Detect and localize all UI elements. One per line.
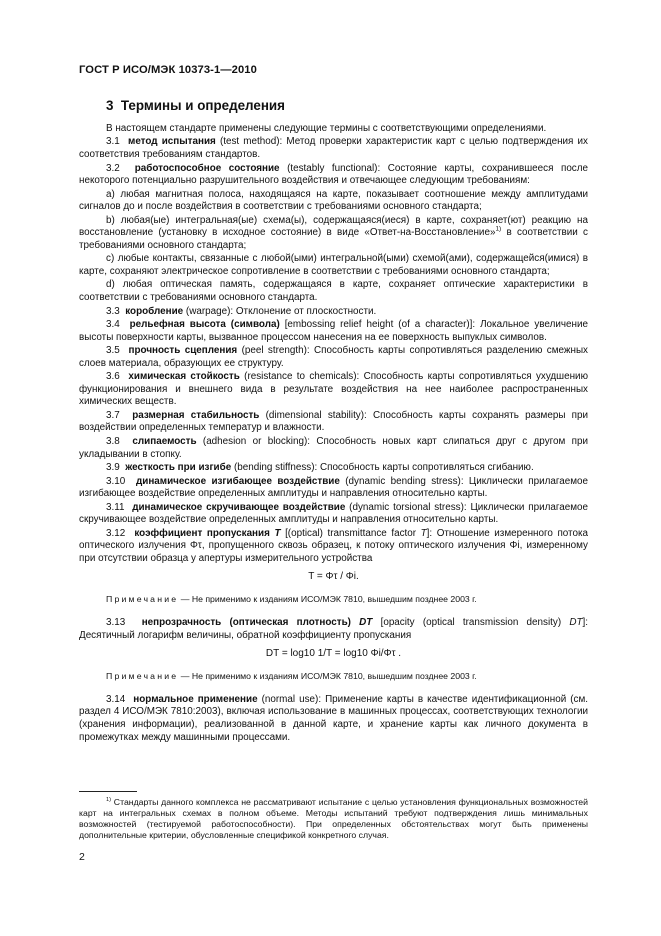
- term-3-2: 3.2 работоспособное состояние (testably functional): Состояние карты, сохранившееся после некоторого потенциально разрушительного воздействия и отвечающее следующим требованиям:: [79, 162, 588, 187]
- term-3-6: 3.6 химическая стойкость (resistance to chemicals): Способность карты сопротивляться ухудшению функционирования и внешнего вида в результате воздействия на нее наиболее распространенных химических веществ.: [79, 371, 588, 408]
- section-title-text: Термины и определения: [120, 98, 285, 113]
- term-name: работоспособное состояние: [134, 162, 280, 174]
- term-3-4: 3.4 рельефная высота (символа) [embossing relief height (of a character)]: Локальное увеличение высоты поверхности карты, вызванное процессом нанесения на ее поверхность выпуклых символов.: [79, 319, 588, 343]
- term-name: метод испытания: [128, 136, 216, 148]
- intro-paragraph: В настоящем стандарте применены следующие термины с соответствующими определениями.: [106, 123, 547, 134]
- term-3-10: 3.10 динамическое изгибающее воздействие (dynamic bending stress): Циклически прилагаемое изгибающее воздействие определенных амплитуды и направления относительно карты.: [79, 475, 588, 500]
- formula-optical-density: DT = log10 1/T = log10 Φi/Φτ .: [265, 648, 402, 660]
- footnote-divider: [79, 791, 137, 792]
- term-3-13: 3.13 непрозрачность (оптическая плотность) DT [opacity (optical transmission density) DT]: Десятичный логарифм величины, обратной коэффициенту пропускания: [79, 617, 589, 641]
- section-number: 3: [106, 98, 114, 113]
- term-3-1: 3.1 метод испытания (test method): Метод проверки характеристик карт с целью подтверждения их соответствия требованиям стандартов.: [79, 136, 588, 161]
- term-3-5: 3.5 прочность сцепления (peel strength): Способность карты сопротивляться разделению смежных слоев материала, образующих ее структуру.: [79, 345, 588, 369]
- list-item-d: d) любая оптическая память, содержащаяся в карте, сохраняет оптические характеристики в соответствии с требованиями основного стандарта.: [79, 279, 588, 304]
- term-3-12: 3.12 коэффициент пропускания T [(optical) transmittance factor T]: Отношение измеренного потока оптического излучения Φτ, пропущенного сквозь образец, к потоку оптического излучения Φi, измеренному при отсутствии образца у апертуры измерительного устройства: [79, 527, 588, 564]
- list-item-c: c) любые контакты, связанные с любой(ыми) интегральной(ыми) схемой(ами), содержащейся(имися) в карте, сохраняют электрическое сопротивление в соответствии с требованиями основного стандарта;: [79, 253, 588, 277]
- footnote-ref: 1): [495, 226, 502, 234]
- document-header: ГОСТ Р ИСО/МЭК 10373-1—2010: [79, 64, 257, 76]
- note-2: Примечание — Не применимо к изданиям ИСО/МЭК 7810, вышедшим позднее 2003 г.: [106, 670, 477, 681]
- term-3-14: 3.14 нормальное применение (normal use): Применение карты в качестве идентификационной (см. раздел 4 ИСО/МЭК 7810:2003), включая использование в машинных процессах, соответствующих технологии (хранения информации), реализованной в данной карте, и хранение карты как личного документа в промежутках между машинными процессами.: [79, 693, 588, 743]
- term-3-7: 3.7 размерная стабильность (dimensional stability): Способность карты сохранять размеры при воздействии определенных температур и влажности.: [79, 409, 588, 434]
- term-3-9: 3.9 жесткость при изгибе (bending stiffness): Способность карты сопротивляться сгибанию.: [106, 462, 534, 474]
- footnote: $^{1)}$ Стандарты данного комплекса не рассматривают испытание с целью установления функциональных возможностей карт на интегральных схемах в полном объеме. Методы испытаний требуют подтверждения лишь минимальных возможностей (тестируемой работоспособности). При определенных обстоятельствах могут быть применены дополнительные критерии, обусловленные спецификой конкретного случая.: [79, 797, 588, 840]
- formula-transmittance: T = Φτ / Φi.: [308, 571, 359, 583]
- note-1: Примечание — Не применимо к изданиям ИСО/МЭК 7810, вышедшим позднее 2003 г.: [106, 594, 477, 605]
- list-item-b: b) любая(ые) интегральная(ые) схема(ы), содержащаяся(иеся) в карте, сохраняет(ют) реакцию на восстановление (установку в исходное состояние) в виде «Ответ-на-Восстановление»$^{1)}$ в соответствии с требованиями основного стандарта;: [79, 214, 588, 251]
- list-item-a: a) любая магнитная полоса, находящаяся на карте, показывает соотношение между амплитудами сигналов до и после воздействия в соответствии с требованиями основного стандарта;: [79, 188, 588, 213]
- body-text: [79, 123, 588, 745]
- term-3-8: 3.8 слипаемость (adhesion or blocking): Способность новых карт слипаться друг с другом при укладывании в стопку.: [79, 435, 588, 460]
- page-number: 2: [79, 851, 85, 863]
- section-heading: [106, 98, 285, 113]
- term-3-11: 3.11 динамическое скручивающее воздействие (dynamic torsional stress): Циклически прилагаемое скручивающее воздействие определенных амплитуды и направления относительно карты.: [79, 501, 588, 526]
- term-3-3: 3.3 коробление (warpage): Отклонение от плоскостности.: [106, 305, 377, 317]
